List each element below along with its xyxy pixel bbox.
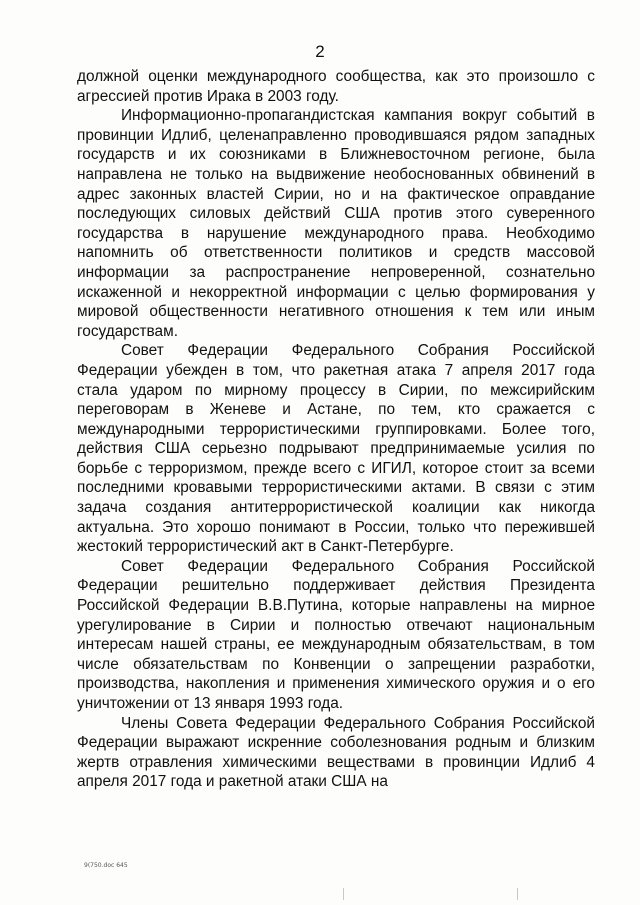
footer-document-code: 9(750.doc 645 <box>84 862 128 869</box>
footer-scan-mark <box>517 888 518 900</box>
paragraph-condolences: Члены Совета Федерации Федерального Собрания Российской Федерации выражают искренние соболезнования родным и близким жертв отравления химическими веществами в провинции Идлиб 4 апреля 2017 года и ракетной атаки США на <box>77 714 595 791</box>
paragraph-support-president: Совет Федерации Федерального Собрания Российской Федерации решительно поддерживает действия Президента Российской Федерации В.В.Путина, которые направлены на мирное урегулирование в Сирии и полностью отвечают национальным интересам нашей страны, ее международным обязательствам, в том числе обязательствам по Конвенции о запрещении разработки, производства, накопления и применения химического оружия и о его уничтожении от 13 января 1993 года. <box>77 557 595 712</box>
document-body <box>77 67 595 792</box>
paragraph-missile-attack: Совет Федерации Федерального Собрания Российской Федерации убежден в том, что ракетная атака 7 апреля 2017 года стала ударом по мирному процессу в Сирии, по межсирийским переговорам в Женеве и Астане, по тем, кто сражается с международными террористическими группировками. Более того, действия США серьезно подрывают предпринимаемые усилия по борьбе с терроризмом, прежде всего с ИГИЛ, которое стоит за всеми последними кровавыми террористическими актами. В связи с этим задача создания антитеррористической коалиции как никогда актуальна. Это хорошо понимают в России, только что пережившей жестокий террористический акт в Санкт-Петербурге. <box>77 342 595 556</box>
paragraph-information-campaign: Информационно-пропагандистская кампания вокруг событий в провинции Идлиб, целенаправленно проводившаяся рядом западных государств и их союзниками в Ближневосточном регионе, была направлена не только на выдвижение необоснованных обвинений в адрес законных властей Сирии, но и на фактическое оправдание последующих силовых действий США против этого суверенного государства в нарушение международного права. Необходимо напомнить об ответственности политиков и средств массовой информации за распространение непроверенной, сознательно искаженной и некорректной информации с целью формирования у мировой общественности негативного отношения к тем или иным государствам. <box>77 107 595 340</box>
footer-scan-mark <box>343 888 344 900</box>
page-number: 2 <box>315 42 325 61</box>
paragraph-continuation: должной оценки международного сообщества, как это произошло с агрессией против Ирака в 2003 году. <box>77 68 595 105</box>
